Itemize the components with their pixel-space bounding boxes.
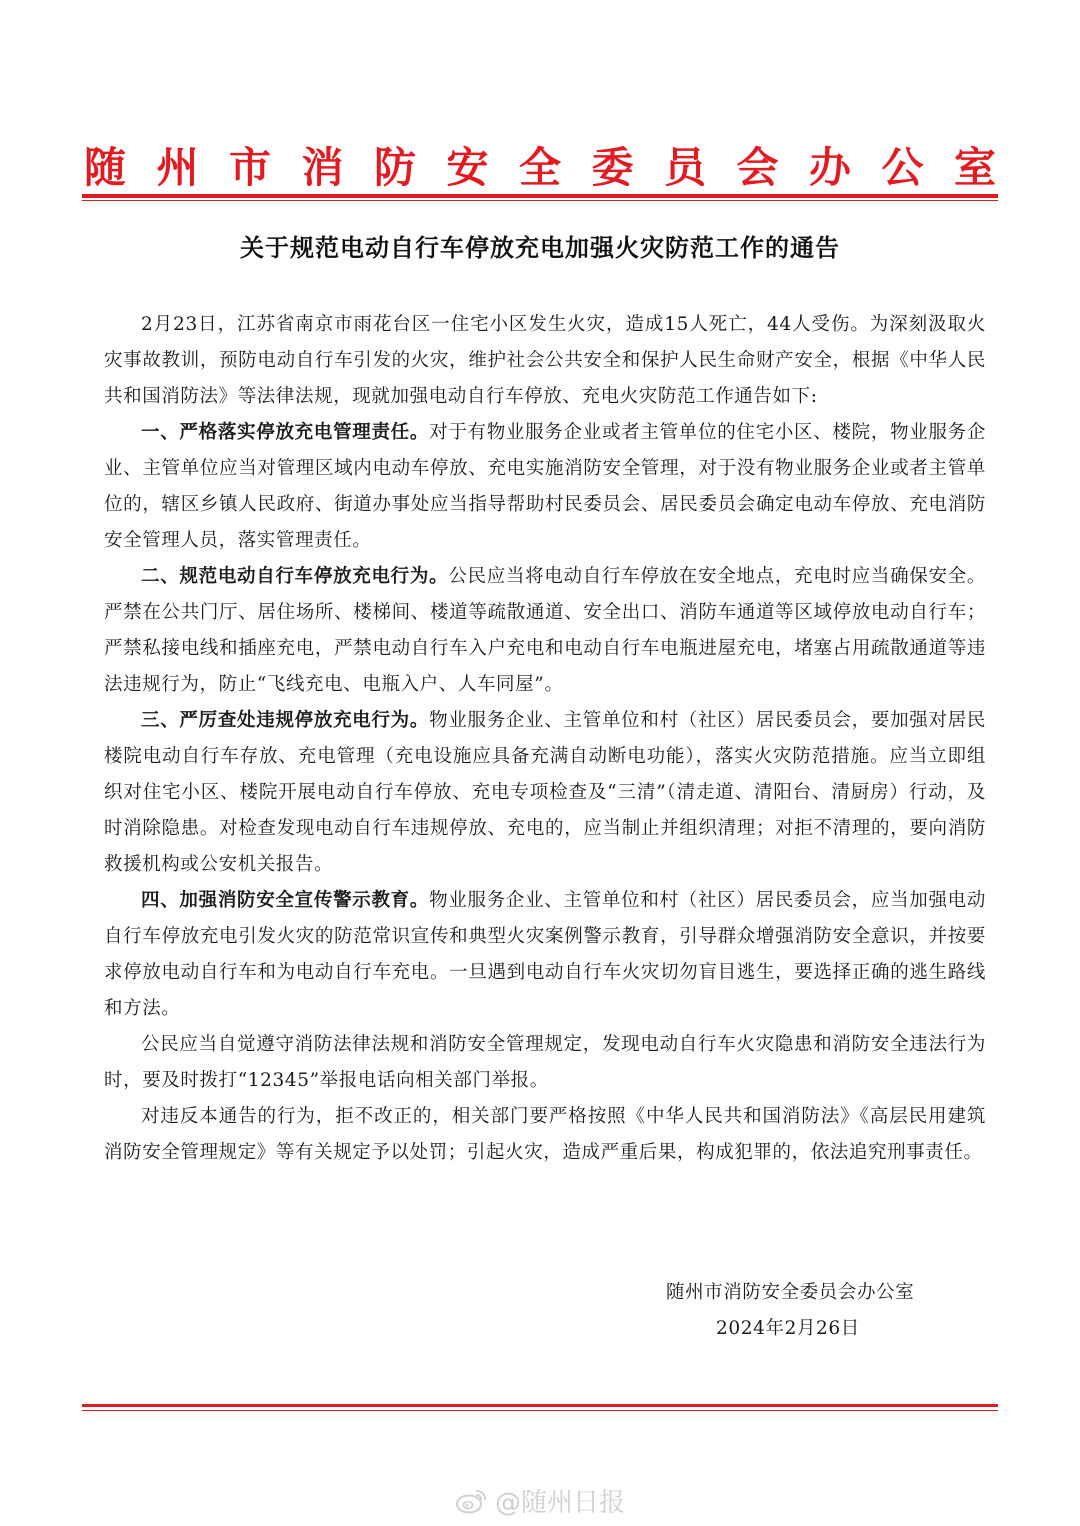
watermark: [455, 1482, 625, 1519]
section-heading: 二、规范电动自行车停放充电行为。: [141, 566, 449, 587]
footer-red-rule: [82, 1404, 998, 1407]
signature-block: [620, 1275, 980, 1347]
section-paragraph: [104, 883, 986, 1027]
header-red-rule: [82, 194, 998, 198]
header-red-rule-thin: [82, 200, 998, 201]
closing-paragraph: 对违反本通告的行为，拒不改正的，相关部门要严格按照《中华人民共和国消防法》《高层民用建筑消防安全管理规定》等有关规定予以处罚；引起火灾，造成严重后果，构成犯罪的，依法追究刑事责任。: [104, 1106, 986, 1163]
signature-organization: 随州市消防安全委员会办公室: [666, 1282, 915, 1303]
section-heading: 三、严厉查处违规停放充电行为。: [141, 710, 430, 731]
section-paragraph: [104, 415, 986, 559]
section-text: 物业服务企业、主管单位和村（社区）居民委员会，要加强对居民楼院电动自行车存放、充电管理（充电设施应具备充满自动断电功能），落实火灾防范措施。应当立即组织对住宅小区、楼院开展电动自行车停放、充电专项检查及“三清”（清走道、清阳台、清厨房）行动，及时消除隐患。对检查发现电动自行车违规停放、充电的，应当制止并组织清理；对拒不清理的，要向消防救援机构或公安机关报告。: [104, 710, 986, 875]
section-text: 公民应当将电动自行车停放在安全地点，充电时应当确保安全。严禁在公共门厅、居住场所、楼梯间、楼道等疏散通道、安全出口、消防车通道等区域停放电动自行车；严禁私接电线和插座充电，严禁电动自行车入户充电和电动自行车电瓶进屋充电，堵塞占用疏散通道等违法违规行为，防止“飞线充电、电瓶入户、人车同屋”。: [104, 566, 986, 695]
footer-red-rule-thin: [82, 1410, 998, 1411]
watermark-text: @随州日报: [495, 1488, 626, 1518]
intro-paragraph: 2月23日，江苏省南京市雨花台区一住宅小区发生火灾，造成15人死亡，44人受伤。为深刻汲取火灾事故教训，预防电动自行车引发的火灾，维护社会公共安全和保护人民生命财产安全，根据《中华人民共和国消防法》等法律法规，现就加强电动自行车停放、充电火灾防范工作通告如下:: [104, 314, 986, 407]
weibo-logo-icon: [455, 1487, 489, 1515]
notice-title: 关于规范电动自行车停放充电加强火灾防范工作的通告: [240, 234, 840, 262]
issuing-office-header: 随州市消防安全委员会办公室: [84, 143, 996, 192]
section-paragraph: [104, 559, 986, 703]
notice-body: [104, 307, 986, 1171]
signature-date: 2024年2月26日: [716, 1318, 860, 1339]
section-paragraph: [104, 703, 986, 883]
closing-paragraph: 公民应当自觉遵守消防法律法规和消防安全管理规定，发现电动自行车火灾隐患和消防安全违法行为时，要及时拨打“12345”举报电话向相关部门举报。: [104, 1034, 986, 1091]
section-heading: 四、加强消防安全宣传警示教育。: [141, 890, 430, 911]
section-text: 物业服务企业、主管单位和村（社区）居民委员会，应当加强电动自行车停放充电引发火灾的防范常识宣传和典型火灾案例警示教育，引导群众增强消防安全意识，并按要求停放电动自行车和为电动自行车充电。一旦遇到电动自行车火灾切勿盲目逃生，要选择正确的逃生路线和方法。: [104, 890, 986, 1019]
section-text: 对于有物业服务企业或者主管单位的住宅小区、楼院，物业服务企业、主管单位应当对管理区域内电动车停放、充电实施消防安全管理，对于没有物业服务企业或者主管单位的，辖区乡镇人民政府、街道办事处应当指导帮助村民委员会、居民委员会确定电动车停放、充电消防安全管理人员，落实管理责任。: [104, 422, 986, 551]
section-heading: 一、严格落实停放充电管理责任。: [141, 422, 430, 443]
